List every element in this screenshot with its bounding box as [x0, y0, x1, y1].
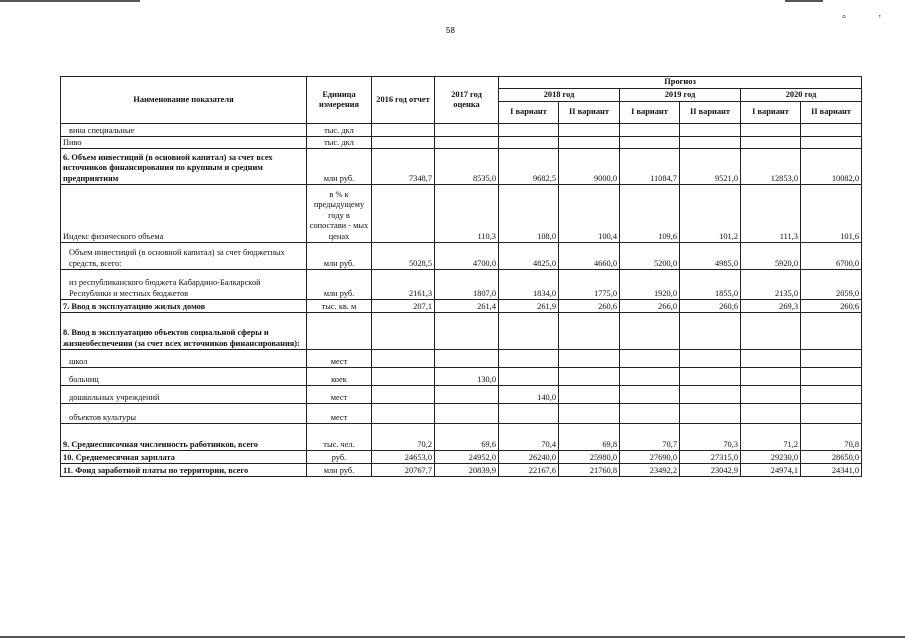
row-value: 24341,0	[801, 464, 862, 477]
row-value	[801, 404, 862, 424]
row-name: Объем инвестиций (в основной капитал) за счет бюджетных средств, всего:	[61, 243, 307, 270]
row-value	[620, 124, 680, 137]
row-value	[680, 124, 741, 137]
row-unit	[307, 313, 372, 350]
row-value: 71,2	[741, 424, 801, 451]
row-value	[741, 313, 801, 350]
row-value	[801, 137, 862, 149]
row-value: 5200,0	[620, 243, 680, 270]
row-value: 1775,0	[559, 270, 620, 300]
row-value	[620, 137, 680, 149]
header-unit: Единица измерения	[307, 77, 372, 124]
row-unit: в % к предыдущему году в сопостави - мых ценах	[307, 185, 372, 243]
row-value: 23042,9	[680, 464, 741, 477]
table-row	[61, 137, 862, 149]
row-name: 7. Ввод в эксплуатацию жилых домов	[61, 300, 307, 313]
row-value: 101,6	[801, 185, 862, 243]
row-value	[559, 404, 620, 424]
row-value	[680, 350, 741, 368]
row-value	[435, 350, 499, 368]
row-value: 9682,5	[499, 149, 559, 185]
row-value: 261,4	[435, 300, 499, 313]
row-value	[620, 386, 680, 404]
row-value	[372, 404, 435, 424]
row-name: объектов культуры	[61, 404, 307, 424]
row-value: 130,0	[435, 368, 499, 386]
header-2019: 2019 год	[620, 89, 741, 102]
row-value	[499, 124, 559, 137]
row-value: 140,0	[499, 386, 559, 404]
row-value: 28650,0	[801, 451, 862, 464]
row-value	[372, 124, 435, 137]
row-value: 111,3	[741, 185, 801, 243]
row-unit: тыс. кв. м	[307, 300, 372, 313]
row-value: 1855,0	[680, 270, 741, 300]
row-value: 9521,0	[680, 149, 741, 185]
corner-mark-right: ’	[878, 14, 882, 25]
row-unit: млн руб.	[307, 149, 372, 185]
row-value	[372, 137, 435, 149]
row-value: 21760,8	[559, 464, 620, 477]
corner-mark-left: °	[842, 14, 846, 25]
row-value	[620, 404, 680, 424]
row-value: 24952,0	[435, 451, 499, 464]
row-name: больниц	[61, 368, 307, 386]
table-row	[61, 124, 862, 137]
row-value	[435, 137, 499, 149]
row-value	[435, 404, 499, 424]
row-value: 27315,0	[680, 451, 741, 464]
row-value: 108,0	[499, 185, 559, 243]
table-row	[61, 350, 862, 368]
row-value: 261,9	[499, 300, 559, 313]
row-value: 8535,0	[435, 149, 499, 185]
row-value	[435, 386, 499, 404]
row-value: 7348,7	[372, 149, 435, 185]
row-value	[559, 313, 620, 350]
table-row	[61, 270, 862, 300]
row-value	[499, 350, 559, 368]
row-value: 29230,0	[741, 451, 801, 464]
row-value: 1807,0	[435, 270, 499, 300]
row-value	[620, 368, 680, 386]
row-value: 100,4	[559, 185, 620, 243]
row-value	[435, 124, 499, 137]
row-value: 4985,0	[680, 243, 741, 270]
row-value: 24653,0	[372, 451, 435, 464]
scan-edge-bottom	[0, 636, 905, 638]
row-value	[499, 313, 559, 350]
row-name: 9. Среднесписочная численность работников, всего	[61, 424, 307, 451]
row-value	[499, 368, 559, 386]
row-value: 27690,0	[620, 451, 680, 464]
header-2019-v1: I вариант	[620, 102, 680, 124]
row-value: 24974,1	[741, 464, 801, 477]
row-value	[435, 313, 499, 350]
row-value	[741, 386, 801, 404]
row-value: 207,1	[372, 300, 435, 313]
row-value: 1834,0	[499, 270, 559, 300]
scan-edge-top-right	[785, 0, 823, 2]
row-value: 2135,0	[741, 270, 801, 300]
row-unit: мест	[307, 386, 372, 404]
row-value: 5028,5	[372, 243, 435, 270]
row-value	[741, 124, 801, 137]
row-value: 4825,0	[499, 243, 559, 270]
row-value: 109,6	[620, 185, 680, 243]
header-2017: 2017 год оценка	[435, 77, 499, 124]
row-value	[801, 313, 862, 350]
row-value	[801, 124, 862, 137]
header-forecast: Прогноз	[499, 77, 862, 89]
row-value: 4660,0	[559, 243, 620, 270]
row-value	[559, 368, 620, 386]
row-name: Индекс физического объема	[61, 185, 307, 243]
row-value	[372, 386, 435, 404]
row-value: 260,6	[801, 300, 862, 313]
row-name: 11. Фонд заработной платы по территории, всего	[61, 464, 307, 477]
row-value: 70,4	[499, 424, 559, 451]
table-row	[61, 424, 862, 451]
table-row	[61, 243, 862, 270]
header-name: Наименование показателя	[61, 77, 307, 124]
row-value	[620, 313, 680, 350]
row-unit: млн руб.	[307, 243, 372, 270]
table-row	[61, 300, 862, 313]
row-value: 6700,0	[801, 243, 862, 270]
row-name: вина специальные	[61, 124, 307, 137]
row-value: 22167,6	[499, 464, 559, 477]
row-unit: мест	[307, 350, 372, 368]
row-value: 260,6	[559, 300, 620, 313]
row-value: 260,6	[680, 300, 741, 313]
row-value: 2161,3	[372, 270, 435, 300]
row-value: 266,0	[620, 300, 680, 313]
row-value	[741, 137, 801, 149]
table-row	[61, 451, 862, 464]
row-value	[801, 386, 862, 404]
row-value: 23492,2	[620, 464, 680, 477]
header-2020-v1: I вариант	[741, 102, 801, 124]
row-value: 70,8	[801, 424, 862, 451]
row-value	[680, 137, 741, 149]
row-value: 4700,0	[435, 243, 499, 270]
row-value	[801, 350, 862, 368]
header-2020-v2: II вариант	[801, 102, 862, 124]
row-value	[372, 313, 435, 350]
row-value	[499, 137, 559, 149]
table-row	[61, 386, 862, 404]
row-value	[680, 368, 741, 386]
row-unit: млн руб.	[307, 270, 372, 300]
row-value: 110,3	[435, 185, 499, 243]
table-row	[61, 185, 862, 243]
row-value	[741, 404, 801, 424]
row-value: 12853,0	[741, 149, 801, 185]
row-name: Пиво	[61, 137, 307, 149]
row-value	[801, 368, 862, 386]
row-value: 101,2	[680, 185, 741, 243]
table-row	[61, 313, 862, 350]
row-value: 26240,0	[499, 451, 559, 464]
row-unit: тыс. чел.	[307, 424, 372, 451]
row-unit: млн руб.	[307, 464, 372, 477]
row-unit: коек	[307, 368, 372, 386]
row-value	[559, 350, 620, 368]
row-value: 10082,0	[801, 149, 862, 185]
page-number: 58	[446, 26, 455, 35]
table-row	[61, 149, 862, 185]
header-2018: 2018 год	[499, 89, 620, 102]
row-value: 20767,7	[372, 464, 435, 477]
row-value: 69,6	[435, 424, 499, 451]
row-name: 8. Ввод в эксплуатацию объектов социальной сферы и жизнеобеспечения (за счет всех источников финансирования):	[61, 313, 307, 350]
row-name: из республиканского бюджета Кабардино-Балкарской Республики и местных бюджетов	[61, 270, 307, 300]
row-value	[559, 124, 620, 137]
row-value: 11084,7	[620, 149, 680, 185]
row-value: 2059,0	[801, 270, 862, 300]
row-unit: тыс. дкл	[307, 137, 372, 149]
header-2020: 2020 год	[741, 89, 862, 102]
header-2018-v2: II вариант	[559, 102, 620, 124]
row-value: 9000,0	[559, 149, 620, 185]
row-unit: мест	[307, 404, 372, 424]
row-value: 5920,0	[741, 243, 801, 270]
row-value	[372, 185, 435, 243]
row-value	[372, 368, 435, 386]
row-value: 69,8	[559, 424, 620, 451]
header-2018-v1: I вариант	[499, 102, 559, 124]
row-value: 70,7	[620, 424, 680, 451]
row-unit: руб.	[307, 451, 372, 464]
header-2016: 2016 год отчет	[372, 77, 435, 124]
row-value: 25980,0	[559, 451, 620, 464]
row-value: 1920,0	[620, 270, 680, 300]
row-value	[499, 404, 559, 424]
row-name: школ	[61, 350, 307, 368]
row-value	[372, 350, 435, 368]
row-value: 70,2	[372, 424, 435, 451]
scan-edge-top	[0, 0, 140, 2]
row-name: 6. Объем инвестиций (в основной капитал) за счет всех источников финансирования по крупным и средним предприятиям	[61, 149, 307, 185]
table-row	[61, 368, 862, 386]
row-value: 20839,9	[435, 464, 499, 477]
row-name: дошкольных учреждений	[61, 386, 307, 404]
row-value: 269,3	[741, 300, 801, 313]
row-value: 70,3	[680, 424, 741, 451]
row-value	[559, 386, 620, 404]
row-value	[741, 350, 801, 368]
row-value	[741, 368, 801, 386]
table-row	[61, 464, 862, 477]
row-value	[680, 404, 741, 424]
row-value	[559, 137, 620, 149]
row-value	[680, 386, 741, 404]
row-unit: тыс. дкл	[307, 124, 372, 137]
row-value	[680, 313, 741, 350]
header-2019-v2: II вариант	[680, 102, 741, 124]
row-value	[620, 350, 680, 368]
forecast-table	[60, 76, 862, 477]
table-row	[61, 404, 862, 424]
row-name: 10. Среднемесячная зарплата	[61, 451, 307, 464]
